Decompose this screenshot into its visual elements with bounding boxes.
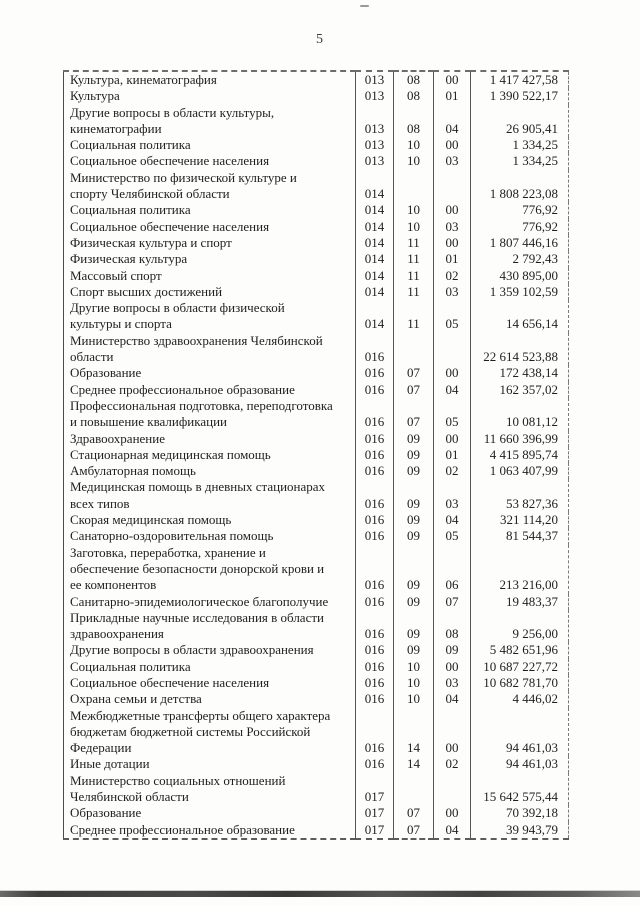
table-row bbox=[64, 398, 569, 431]
row-code-section: 09 bbox=[394, 545, 434, 594]
row-code-ministry: 016 bbox=[356, 708, 394, 757]
table-row bbox=[64, 463, 569, 479]
row-code-ministry: 016 bbox=[356, 610, 394, 643]
row-code-section: 07 bbox=[394, 805, 434, 821]
row-code-section: 08 bbox=[394, 88, 434, 104]
row-code-section: 09 bbox=[394, 610, 434, 643]
table-row bbox=[64, 105, 569, 138]
row-code-ministry: 016 bbox=[356, 659, 394, 675]
row-code-subsection: 00 bbox=[434, 805, 471, 821]
row-code-subsection: 00 bbox=[434, 71, 471, 88]
row-code-section: 08 bbox=[394, 71, 434, 88]
row-code-subsection: 05 bbox=[434, 398, 471, 431]
row-amount: 15 642 575,44 bbox=[471, 773, 569, 806]
row-code-section: 10 bbox=[394, 691, 434, 707]
row-amount: 1 808 223,08 bbox=[471, 170, 569, 203]
row-code-section: 11 bbox=[394, 251, 434, 267]
row-amount: 1 807 446,16 bbox=[471, 235, 569, 251]
row-code-section: 14 bbox=[394, 708, 434, 757]
row-code-subsection: 04 bbox=[434, 691, 471, 707]
row-amount: 70 392,18 bbox=[471, 805, 569, 821]
row-amount: 14 656,14 bbox=[471, 300, 569, 333]
row-code-section bbox=[394, 773, 434, 806]
row-name: Министерство по физической культуре и спорту Челябинской области bbox=[70, 169, 297, 202]
row-code-section: 07 bbox=[394, 822, 434, 839]
row-code-section bbox=[394, 170, 434, 203]
row-code-subsection: 00 bbox=[434, 365, 471, 381]
table-row bbox=[64, 153, 569, 169]
row-code-ministry: 013 bbox=[356, 105, 394, 138]
row-code-ministry: 013 bbox=[356, 153, 394, 169]
row-code-ministry: 016 bbox=[356, 642, 394, 658]
table-row bbox=[64, 512, 569, 528]
row-name: Социальное обеспечение населения bbox=[70, 674, 270, 690]
row-amount: 10 682 781,70 bbox=[471, 675, 569, 691]
table-row bbox=[64, 202, 569, 218]
row-amount: 162 357,02 bbox=[471, 382, 569, 398]
table-row bbox=[64, 88, 569, 104]
table-row bbox=[64, 219, 569, 235]
row-code-subsection: 01 bbox=[434, 447, 471, 463]
row-amount: 26 905,41 bbox=[471, 105, 569, 138]
row-name: Среднее профессиональное образование bbox=[70, 821, 295, 837]
scan-speck-artifact bbox=[360, 5, 369, 7]
row-code-subsection: 03 bbox=[434, 219, 471, 235]
row-name: Социальная политика bbox=[70, 658, 191, 674]
row-code-section: 14 bbox=[394, 756, 434, 772]
row-code-subsection: 01 bbox=[434, 88, 471, 104]
table-row bbox=[64, 137, 569, 153]
row-code-section: 07 bbox=[394, 398, 434, 431]
row-code-subsection bbox=[434, 773, 471, 806]
row-code-subsection: 02 bbox=[434, 463, 471, 479]
row-code-subsection: 01 bbox=[434, 251, 471, 267]
page-number: 5 bbox=[316, 32, 324, 47]
table-row bbox=[64, 251, 569, 267]
row-code-section bbox=[394, 333, 434, 366]
row-code-section: 09 bbox=[394, 479, 434, 512]
row-code-section: 09 bbox=[394, 512, 434, 528]
row-name: Скорая медицинская помощь bbox=[70, 512, 232, 528]
row-code-section: 07 bbox=[394, 382, 434, 398]
table-row bbox=[64, 333, 569, 366]
row-code-subsection: 09 bbox=[434, 642, 471, 658]
row-name: Санитарно-эпидемиологическое благополучие bbox=[70, 593, 329, 609]
row-code-subsection: 00 bbox=[434, 708, 471, 757]
row-code-subsection: 03 bbox=[434, 675, 471, 691]
row-code-ministry: 016 bbox=[356, 431, 394, 447]
row-name: Министерство социальных отношений Челябинской области bbox=[70, 772, 286, 805]
row-code-subsection: 03 bbox=[434, 284, 471, 300]
row-code-ministry: 016 bbox=[356, 545, 394, 594]
row-code-subsection bbox=[434, 333, 471, 366]
row-code-section: 11 bbox=[394, 284, 434, 300]
table-row bbox=[64, 71, 569, 88]
row-name: Массовый спорт bbox=[70, 267, 162, 283]
row-amount: 53 827,36 bbox=[471, 479, 569, 512]
row-code-ministry: 014 bbox=[356, 202, 394, 218]
row-code-subsection: 05 bbox=[434, 300, 471, 333]
row-code-section: 10 bbox=[394, 153, 434, 169]
row-amount: 1 417 427,58 bbox=[471, 71, 569, 88]
row-code-ministry: 016 bbox=[356, 512, 394, 528]
table-row bbox=[64, 610, 569, 643]
scan-edge-artifact bbox=[0, 891, 640, 897]
table-row bbox=[64, 382, 569, 398]
table-row bbox=[64, 365, 569, 381]
row-amount: 39 943,79 bbox=[471, 822, 569, 839]
table-row bbox=[64, 545, 569, 594]
row-code-section: 09 bbox=[394, 528, 434, 544]
row-code-ministry: 014 bbox=[356, 284, 394, 300]
row-name: Физическая культура bbox=[70, 251, 188, 267]
row-name: Профессиональная подготовка, переподготовка и повышение квалификации bbox=[70, 397, 333, 430]
row-name: Физическая культура и спорт bbox=[70, 234, 232, 250]
row-code-subsection: 00 bbox=[434, 235, 471, 251]
row-code-ministry: 016 bbox=[356, 675, 394, 691]
row-code-ministry: 014 bbox=[356, 300, 394, 333]
table-row bbox=[64, 822, 569, 839]
row-amount: 9 256,00 bbox=[471, 610, 569, 643]
row-code-subsection: 08 bbox=[434, 610, 471, 643]
row-code-subsection: 04 bbox=[434, 512, 471, 528]
row-name: Социальное обеспечение населения bbox=[70, 153, 270, 169]
row-code-ministry: 014 bbox=[356, 219, 394, 235]
row-code-ministry: 013 bbox=[356, 71, 394, 88]
row-name: Спорт высших достижений bbox=[70, 283, 223, 299]
row-amount: 1 334,25 bbox=[471, 153, 569, 169]
row-code-ministry: 017 bbox=[356, 773, 394, 806]
row-code-subsection: 07 bbox=[434, 594, 471, 610]
row-code-ministry: 017 bbox=[356, 822, 394, 839]
row-code-ministry: 016 bbox=[356, 594, 394, 610]
row-amount: 94 461,03 bbox=[471, 756, 569, 772]
row-code-ministry: 014 bbox=[356, 251, 394, 267]
table-row bbox=[64, 447, 569, 463]
row-name: Среднее профессиональное образование bbox=[70, 381, 295, 397]
row-name: Медицинская помощь в дневных стационарах всех типов bbox=[70, 479, 326, 511]
row-code-section: 11 bbox=[394, 235, 434, 251]
row-code-subsection: 02 bbox=[434, 268, 471, 284]
row-code-subsection: 00 bbox=[434, 659, 471, 675]
row-code-ministry: 014 bbox=[356, 170, 394, 203]
row-code-subsection: 00 bbox=[434, 431, 471, 447]
row-amount: 172 438,14 bbox=[471, 365, 569, 381]
row-amount: 1 334,25 bbox=[471, 137, 569, 153]
row-code-section: 10 bbox=[394, 202, 434, 218]
row-name: Иные дотации bbox=[70, 756, 150, 772]
row-amount: 776,92 bbox=[471, 219, 569, 235]
row-amount: 1 359 102,59 bbox=[471, 284, 569, 300]
row-name: Межбюджетные трансферты общего характера бюджетам бюджетной системы Российской Федерации bbox=[70, 707, 331, 756]
row-code-ministry: 016 bbox=[356, 333, 394, 366]
row-amount: 10 081,12 bbox=[471, 398, 569, 431]
row-amount: 4 446,02 bbox=[471, 691, 569, 707]
row-code-ministry: 013 bbox=[356, 137, 394, 153]
table-row bbox=[64, 708, 569, 757]
row-code-ministry: 016 bbox=[356, 365, 394, 381]
row-name: Здравоохранение bbox=[70, 430, 165, 446]
row-amount: 10 687 227,72 bbox=[471, 659, 569, 675]
row-code-subsection bbox=[434, 170, 471, 203]
row-name: Прикладные научные исследования в области здравоохранения bbox=[70, 609, 324, 642]
table-row bbox=[64, 642, 569, 658]
row-code-ministry: 016 bbox=[356, 528, 394, 544]
row-name: Образование bbox=[70, 805, 142, 821]
row-code-ministry: 016 bbox=[356, 398, 394, 431]
table-row bbox=[64, 773, 569, 806]
row-amount: 11 660 396,99 bbox=[471, 431, 569, 447]
row-code-section: 09 bbox=[394, 431, 434, 447]
row-name: Другие вопросы в области физической культуры и спорта bbox=[70, 300, 285, 332]
row-amount: 2 792,43 bbox=[471, 251, 569, 267]
table-row bbox=[64, 431, 569, 447]
row-amount: 5 482 651,96 bbox=[471, 642, 569, 658]
row-code-section: 09 bbox=[394, 642, 434, 658]
row-name: Другие вопросы в области культуры, кинематографии bbox=[70, 104, 275, 136]
row-name: Культура, кинематография bbox=[70, 72, 217, 87]
row-code-subsection: 00 bbox=[434, 137, 471, 153]
table-row bbox=[64, 805, 569, 821]
table-row bbox=[64, 675, 569, 691]
row-code-ministry: 017 bbox=[356, 805, 394, 821]
row-name: Стационарная медицинская помощь bbox=[70, 446, 271, 462]
row-code-section: 10 bbox=[394, 137, 434, 153]
row-name: Санаторно-оздоровительная помощь bbox=[70, 528, 274, 544]
row-code-subsection: 03 bbox=[434, 153, 471, 169]
row-code-section: 09 bbox=[394, 447, 434, 463]
row-code-section: 11 bbox=[394, 268, 434, 284]
table-row bbox=[64, 691, 569, 707]
row-name: Культура bbox=[70, 88, 120, 104]
table-row bbox=[64, 594, 569, 610]
row-name: Социальное обеспечение населения bbox=[70, 218, 270, 234]
row-code-ministry: 016 bbox=[356, 382, 394, 398]
row-code-ministry: 013 bbox=[356, 88, 394, 104]
table-row bbox=[64, 235, 569, 251]
row-amount: 321 114,20 bbox=[471, 512, 569, 528]
row-code-ministry: 016 bbox=[356, 447, 394, 463]
budget-table bbox=[63, 70, 569, 840]
row-name: Социальная политика bbox=[70, 202, 191, 218]
row-code-section: 08 bbox=[394, 105, 434, 138]
table-row bbox=[64, 659, 569, 675]
row-amount: 430 895,00 bbox=[471, 268, 569, 284]
row-amount: 22 614 523,88 bbox=[471, 333, 569, 366]
row-amount: 81 544,37 bbox=[471, 528, 569, 544]
row-amount: 19 483,37 bbox=[471, 594, 569, 610]
row-code-subsection: 04 bbox=[434, 822, 471, 839]
table-row bbox=[64, 528, 569, 544]
row-code-ministry: 016 bbox=[356, 463, 394, 479]
row-code-section: 09 bbox=[394, 594, 434, 610]
row-amount: 94 461,03 bbox=[471, 708, 569, 757]
row-name: Министерство здравоохранения Челябинской области bbox=[70, 332, 323, 365]
row-code-ministry: 016 bbox=[356, 479, 394, 512]
row-amount: 4 415 895,74 bbox=[471, 447, 569, 463]
row-name: Другие вопросы в области здравоохранения bbox=[70, 642, 314, 658]
row-code-section: 10 bbox=[394, 659, 434, 675]
table-row bbox=[64, 284, 569, 300]
row-name: Заготовка, переработка, хранение и обеспечение безопасности донорской крови и ее компонентов bbox=[70, 544, 325, 593]
row-code-ministry: 016 bbox=[356, 756, 394, 772]
table-row bbox=[64, 268, 569, 284]
budget-table-body bbox=[64, 71, 569, 839]
row-code-section: 11 bbox=[394, 300, 434, 333]
table-row bbox=[64, 300, 569, 333]
row-code-section: 10 bbox=[394, 675, 434, 691]
table-row bbox=[64, 756, 569, 772]
row-code-subsection: 03 bbox=[434, 479, 471, 512]
row-code-section: 10 bbox=[394, 219, 434, 235]
row-code-section: 07 bbox=[394, 365, 434, 381]
row-amount: 776,92 bbox=[471, 202, 569, 218]
row-code-subsection: 00 bbox=[434, 202, 471, 218]
row-code-subsection: 04 bbox=[434, 105, 471, 138]
row-code-subsection: 05 bbox=[434, 528, 471, 544]
row-code-section: 09 bbox=[394, 463, 434, 479]
row-amount: 1 063 407,99 bbox=[471, 463, 569, 479]
row-amount: 1 390 522,17 bbox=[471, 88, 569, 104]
row-code-ministry: 016 bbox=[356, 691, 394, 707]
row-name: Социальная политика bbox=[70, 137, 191, 153]
row-name: Охрана семьи и детства bbox=[70, 691, 202, 707]
row-code-subsection: 02 bbox=[434, 756, 471, 772]
row-code-ministry: 014 bbox=[356, 235, 394, 251]
table-row bbox=[64, 479, 569, 512]
row-name: Амбулаторная помощь bbox=[70, 463, 196, 479]
row-code-ministry: 014 bbox=[356, 268, 394, 284]
table-row bbox=[64, 170, 569, 203]
row-name: Образование bbox=[70, 365, 142, 381]
row-code-subsection: 04 bbox=[434, 382, 471, 398]
row-amount: 213 216,00 bbox=[471, 545, 569, 594]
row-code-subsection: 06 bbox=[434, 545, 471, 594]
